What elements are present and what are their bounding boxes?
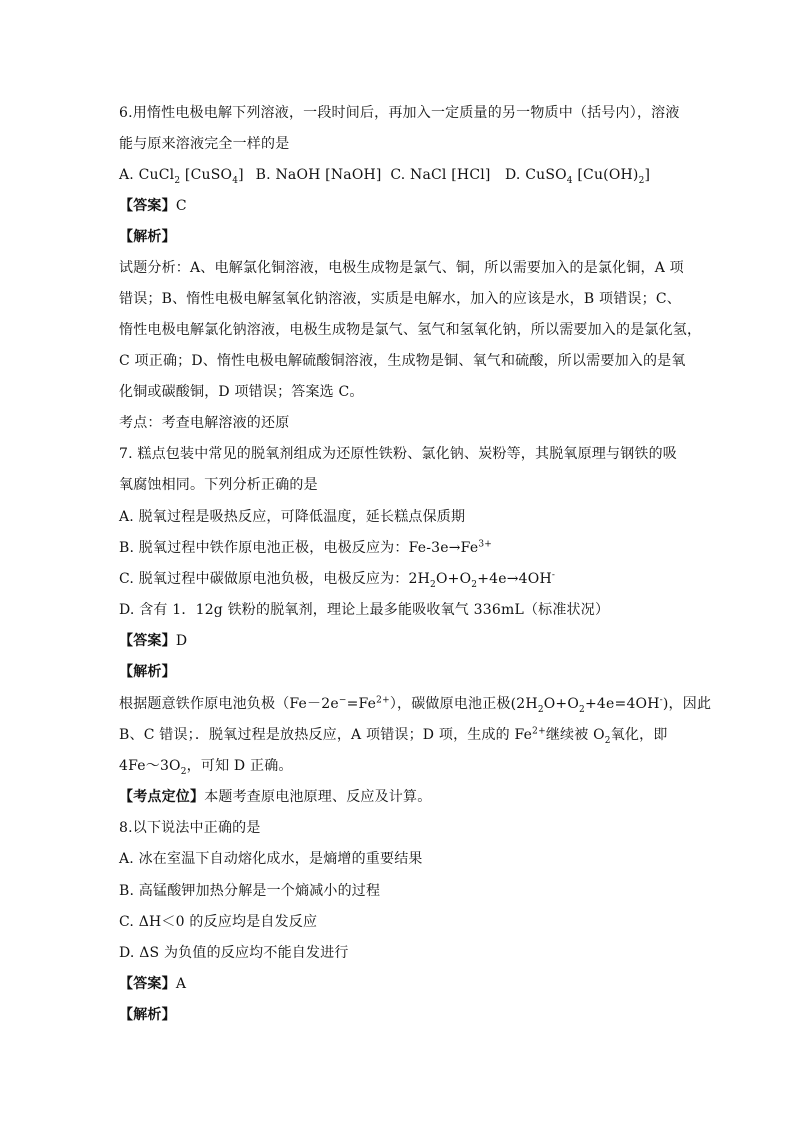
q7-stem-line1: 7. 糕点包装中常见的脱氧剂组成为还原性铁粉、氯化钠、炭粉等，其脱氧原理与钢铁的吸 [119,446,678,462]
q6-option-c: C. NaCl [HCl] [390,167,491,183]
q7-explanation-line3: $4Fe\sim 3O_2$，可知 D 正确。 [119,758,293,777]
q6-stem-line1: 6.用惰性电极电解下列溶液，一段时间后，再加入一定质量的另一物质中（括号内），溶液 [119,105,680,121]
q6-option-b: B. NaOH [NaOH] [255,167,382,183]
q8-option-d: D. ΔS 为负值的反应均不能自发进行 [119,945,349,961]
q7-kaodian: 【考点定位】本题考查原电池原理、反应及计算。 [119,789,432,805]
q6-explanation-line1: 试题分析：A、电解氯化铜溶液，电极生成物是氯气、铜，所以需要加入的是氯化铜，A 项 [119,260,684,276]
q7-option-b: B. 脱氧过程中铁作原电池正极，电极反应为：$Fe-3e\to Fe^{3+}$ [119,539,492,556]
q8-option-b: B. 高锰酸钾加热分解是一个熵减小的过程 [119,883,381,899]
q6-explanation-line2: 错误；B、惰性电极电解氢氧化钠溶液，实质是电解水，加入的应该是水，B 项错误；C、 [119,291,681,307]
q6-explanation-line4: C 项正确；D、惰性电极电解硫酸铜溶液，生成物是铜、氧气和硫酸，所以需要加入的是氧 [119,353,686,369]
q6-option-a: A. CuCl$_2$ [CuSO$_4$] [119,167,244,186]
q7-answer: 【答案】D [119,633,188,649]
q6-explanation-line3: 惰性电极电解氯化钠溶液，电极生成物是氯气、氢气和氢氧化钠，所以需要加入的是氯化氢， [119,322,702,338]
q8-option-c: C. ΔH＜0 的反应均是自发反应 [119,914,318,930]
q6-analysis-heading: 【解析】 [119,229,176,245]
q8-answer: 【答案】A [119,976,187,992]
q7-option-a: A. 脱氧过程是吸热反应，可降低温度，延长糕点保质期 [119,509,466,525]
q8-stem: 8.以下说法中正确的是 [119,820,261,836]
q6-kaodian: 考点：考查电解溶液的还原 [119,415,290,431]
q7-stem-line2: 氧腐蚀相同。下列分析正确的是 [119,477,318,493]
q6-stem-line2: 能与原来溶液完全一样的是 [119,136,290,152]
q6-explanation-line5: 化铜或碳酸铜，D 项错误；答案选 C。 [119,384,364,400]
q7-explanation-line1: 根据题意铁作原电池负极$(Fe-2e^-=Fe^{2+})$，碳做原电池正极$(2H_2O+O_2+4e=4OH^-)$，因此 [119,695,712,715]
q7-option-d: D. 含有 1．12g 铁粉的脱氧剂，理论上最多能吸收氧气 336mL（标准状况） [119,602,610,618]
q7-analysis-heading: 【解析】 [119,664,176,680]
q7-explanation-line2: B、C 错误；．脱氧过程是放热反应，A 项错误；D 项，生成的 $Fe^{2+}$继续被 $O_2$氧化，即 [119,726,668,746]
q8-analysis-heading: 【解析】 [119,1007,176,1023]
q6-option-d: D. CuSO$_4$ $[Cu(OH)_2]$ [504,167,651,186]
q7-option-c: C. 脱氧过程中碳做原电池负极，电极反应为：$2H_2O+O_2+4e\to 4OH^-$ [119,570,556,590]
q6-answer: 【答案】C [119,198,187,214]
q6-options [119,165,650,185]
q8-option-a: A. 冰在室温下自动熔化成水，是熵增的重要结果 [119,851,423,867]
